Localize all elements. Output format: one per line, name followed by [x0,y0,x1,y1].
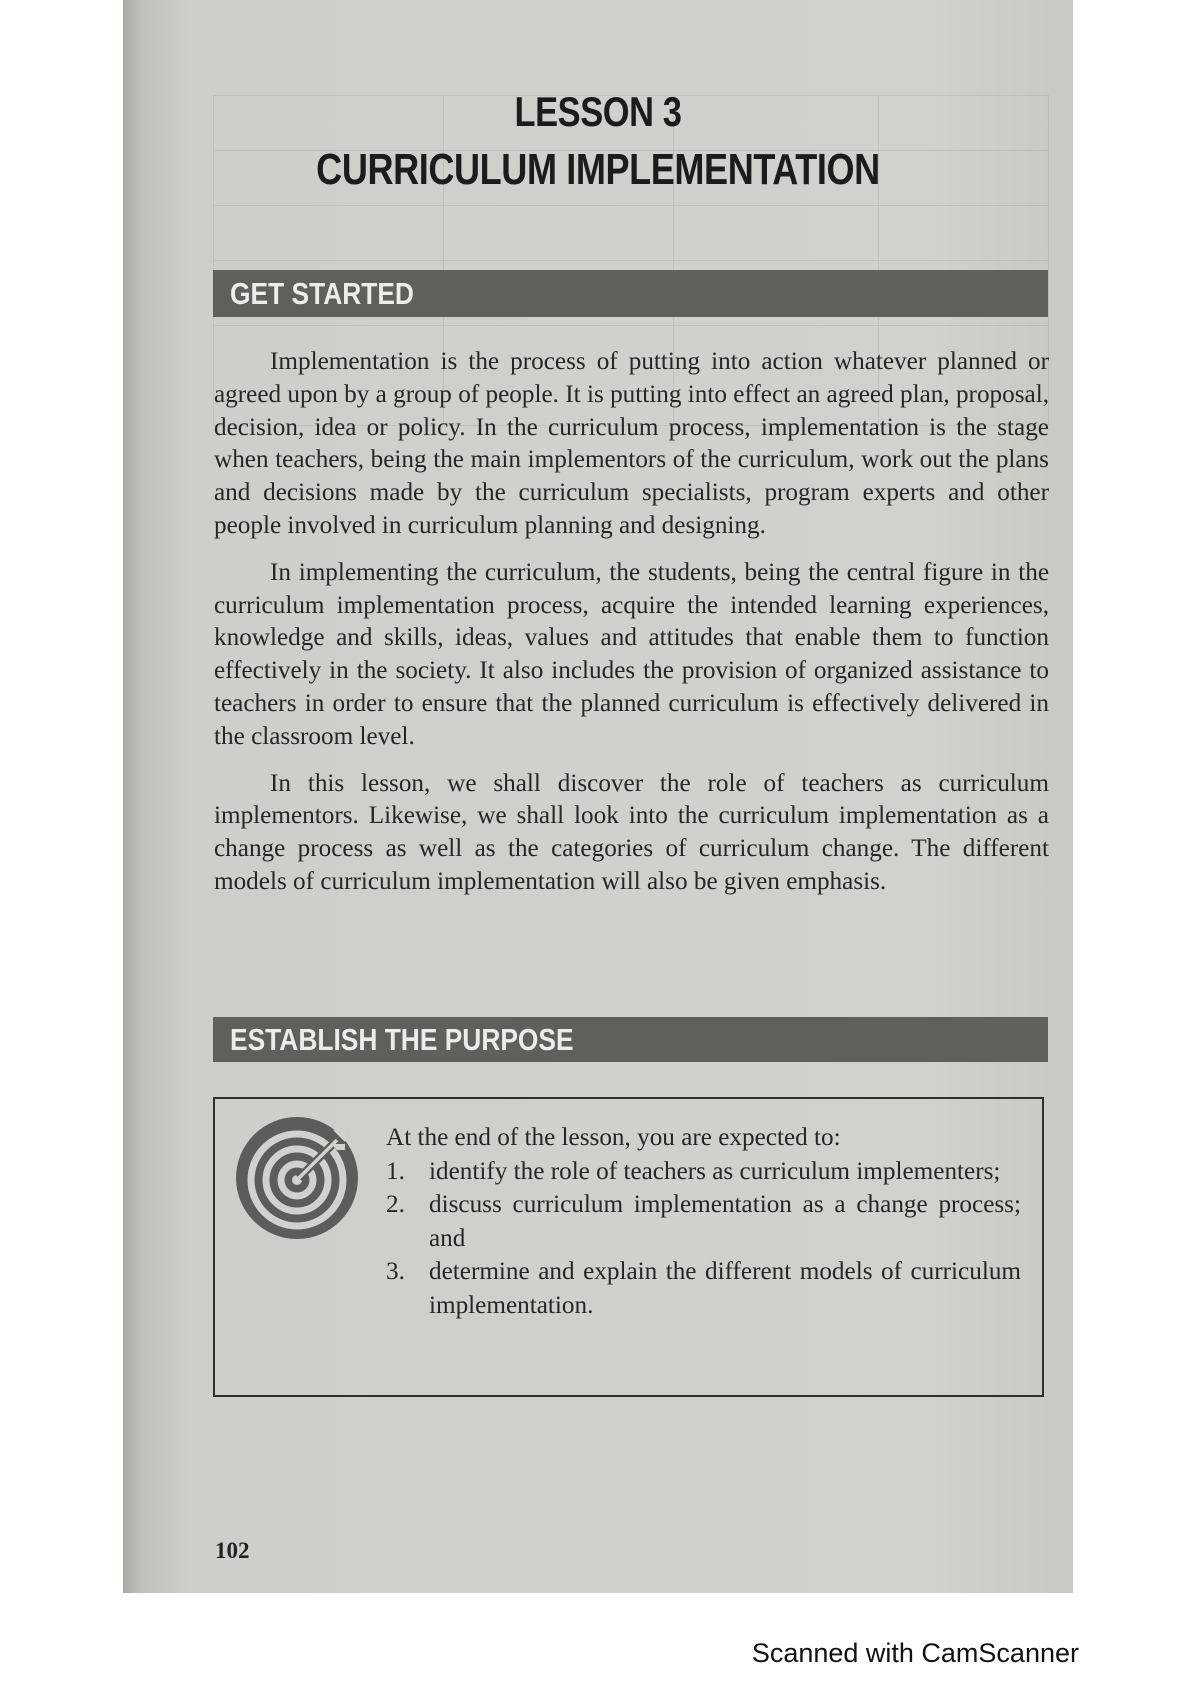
objectives-box [213,1097,1044,1397]
lesson-title: CURRICULUM IMPLEMENTATION [316,145,880,194]
objectives-list [386,1155,1021,1323]
item-number: 2. [386,1191,405,1218]
scanner-watermark: Scanned with CamScanner [751,1638,1079,1668]
item-text: determine and explain the different models of curriculum implementation. [429,1258,1021,1319]
objectives-intro: At the end of the lesson, you are expected to: [386,1124,841,1151]
establish-purpose-heading-text: ESTABLISH THE PURPOSE [230,1022,574,1057]
list-item [386,1255,1021,1322]
objectives-content [386,1121,1021,1322]
item-number: 3. [386,1258,405,1285]
item-text: discuss curriculum implementation as a change process; and [429,1191,1021,1252]
target-icon [235,1116,359,1240]
lesson-number: LESSON 3 [514,88,682,135]
item-text: identify the role of teachers as curriculum implementers; [429,1157,1001,1185]
paragraph: In implementing the curriculum, the students, being the central figure in the curriculum implementation process, acquire the intended learning experiences, knowledge and skills, ideas, values and attitudes that enable them to function effectively in the society. It also includes the provision of organized assistance to teachers in order to ensure that the planned curriculum is effectively delivered in the classroom level. [214,558,1049,750]
scanned-page [123,0,1073,1593]
get-started-body [214,346,1049,913]
paragraph: In this lesson, we shall discover the role of teachers as curriculum implementors. Likewise, we shall look into the curriculum implementation as a change process as well as the categories of curriculum change. The different models of curriculum implementation will also be given emphasis. [214,769,1049,895]
page-number: 102 [215,1538,250,1563]
get-started-heading-text: GET STARTED [230,276,414,311]
item-number: 1. [386,1157,405,1185]
get-started-heading [213,270,1048,317]
establish-purpose-heading [213,1017,1048,1062]
paragraph: Implementation is the process of putting into action whatever planned or agreed upon by a group of people. It is putting into effect an agreed plan, proposal, decision, idea or policy. In the curriculum process, implementation is the stage when teachers, being the main implementors of the curriculum, work out the plans and decisions made by the curriculum specialists, program experts and other people involved in curriculum planning and designing. [214,348,1049,539]
list-item [386,1188,1021,1255]
list-item [386,1155,1021,1189]
